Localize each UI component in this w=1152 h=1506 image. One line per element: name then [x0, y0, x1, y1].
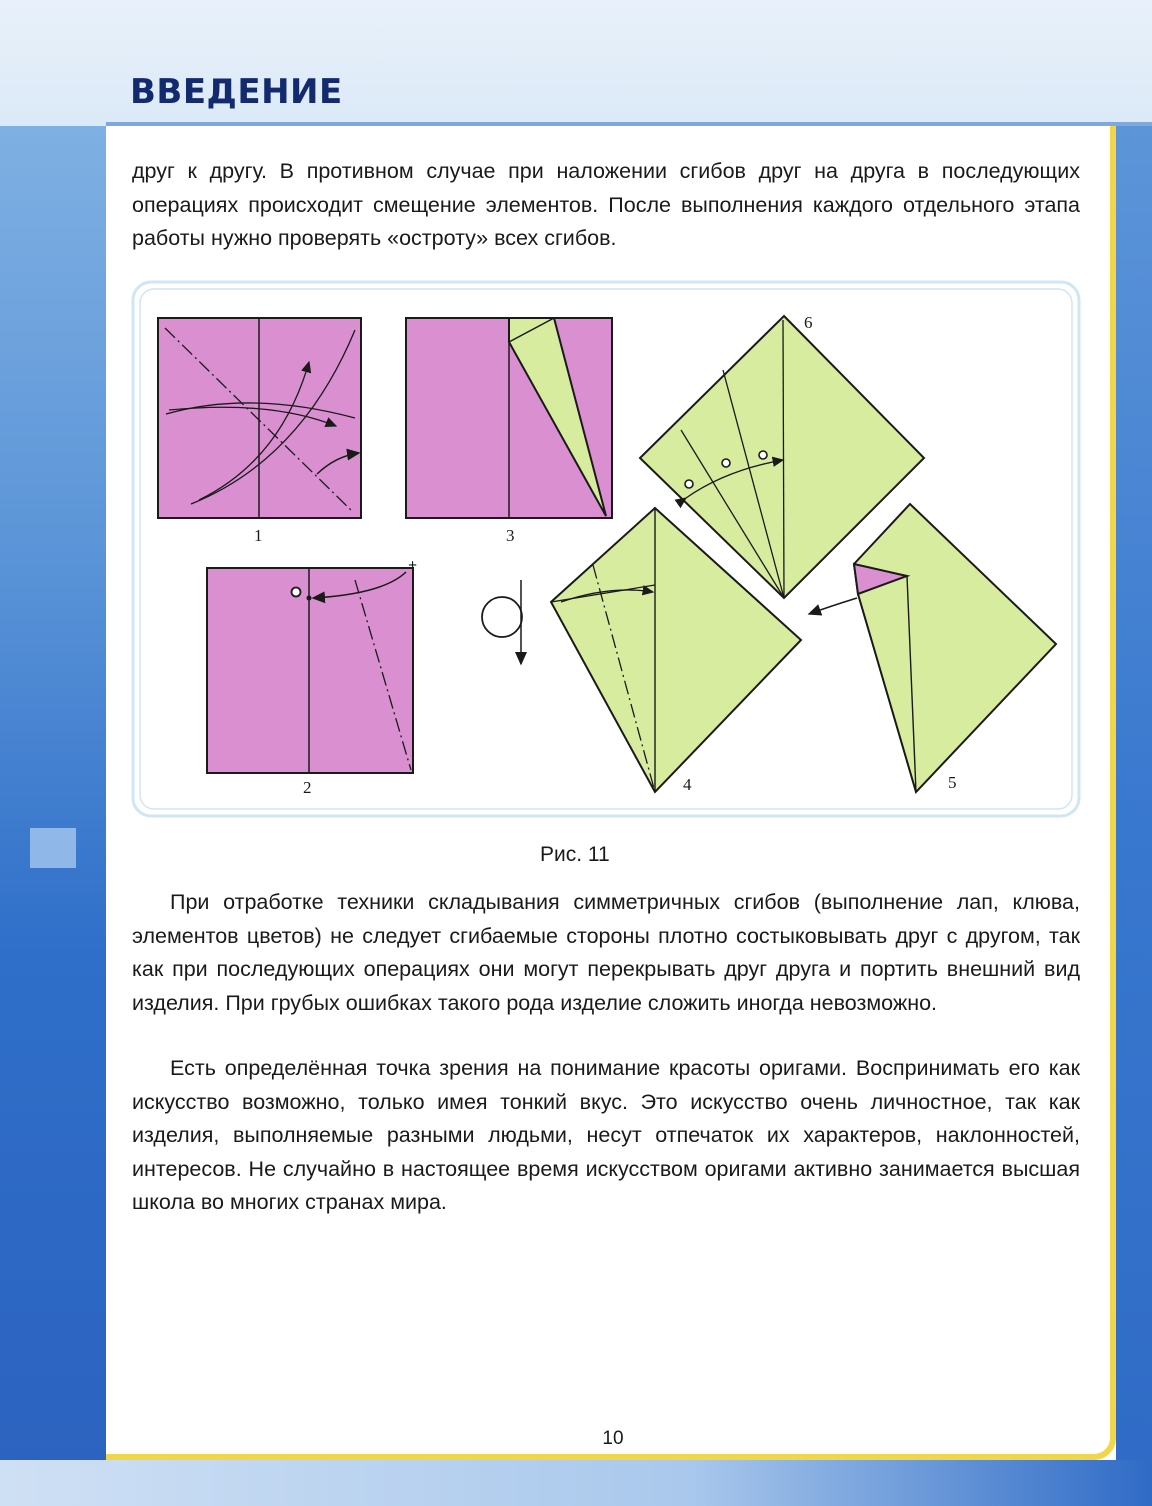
page-title: ВВЕДЕНИЕ [130, 72, 343, 112]
title-underline [106, 122, 1152, 126]
step-label-5: 5 [948, 773, 957, 792]
figure-caption: Рис. 11 [540, 843, 610, 866]
step-label-1: 1 [254, 526, 263, 545]
origami-figure [131, 280, 1081, 820]
paragraph-beauty: Есть определённая точка зрения на понимание красоты оригами. Воспринимать его как искусство возможно, только имея тонкий вкус. Это искусство очень личностное, так как изделия, выполняемые разными людьми, несут отпечаток их характеров, наклонностей, интересов. Не случайно в настоящее время искусством оригами активно занимается высшая школа во многих странах мира. [132, 1056, 1080, 1214]
step-2-diagram [207, 568, 413, 773]
step-3-diagram [406, 318, 612, 518]
step-5-diagram [809, 504, 1056, 792]
step-label-4: 4 [683, 775, 692, 794]
margin-decoration [30, 828, 76, 868]
step-label-3: 3 [506, 526, 515, 545]
page-number: 10 [602, 1428, 624, 1449]
paragraph-technique: При отработке техники складывания симметричных сгибов (выполнение лап, клюва, элементов цветов) не следует сгибаемые стороны плотно состыковывать друг с другом, так как при последующих операциях они могут перекрывать друг друга и портить внешний вид изделия. При грубых ошибках такого рода изделие сложить иногда невозможно. [132, 890, 1080, 1015]
step-label-6: 6 [804, 313, 813, 332]
step-1-diagram [158, 318, 361, 518]
step-label-2: 2 [303, 778, 312, 797]
turn-over-symbol [482, 580, 522, 664]
right-blue-margin [1116, 126, 1152, 1506]
left-blue-margin [0, 126, 106, 1506]
bottom-blue-band [0, 1460, 1152, 1506]
paragraph-continuation: друг к другу. В противном случае при наложении сгибов друг на друга в последующих операциях происходит смещение элементов. После выполнения каждого отдельного этапа работы нужно проверять «остроту» всех сгибов. [132, 159, 1080, 250]
plus-mark: + [408, 557, 418, 574]
